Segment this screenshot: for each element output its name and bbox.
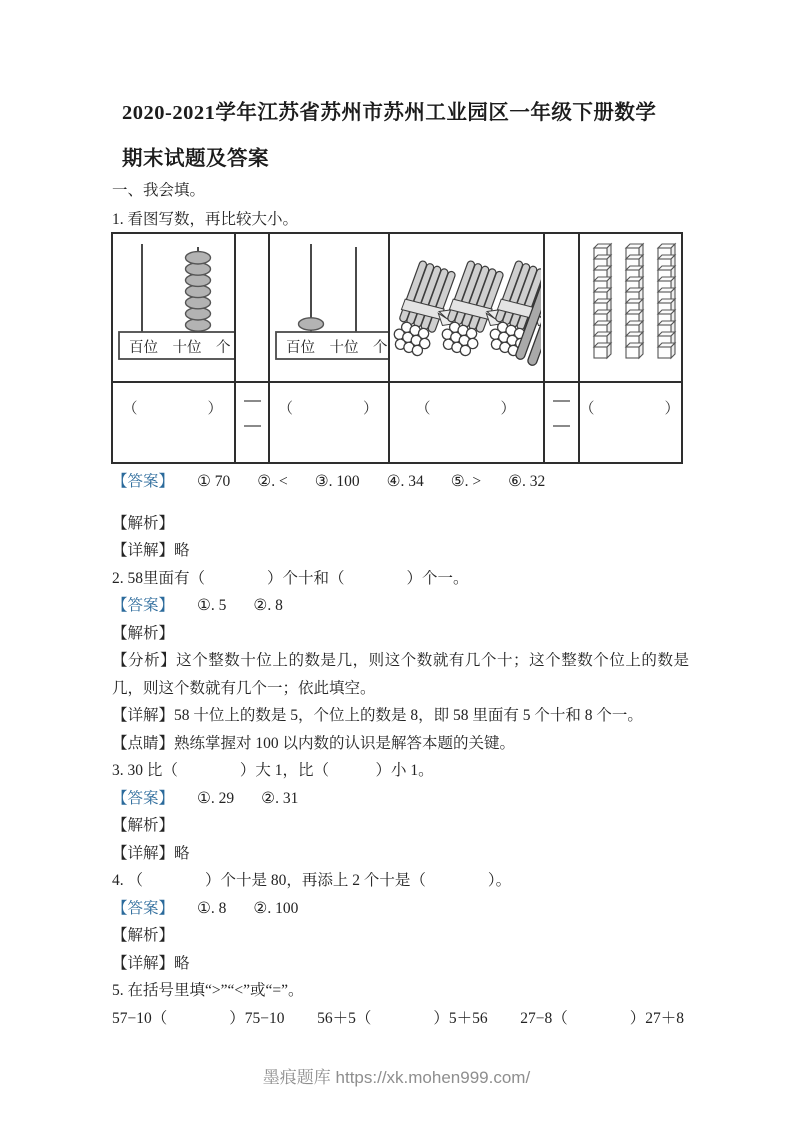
answer-item: ②. 31 (261, 789, 299, 807)
figure-column-abacus-70 (113, 234, 234, 462)
compare-dash (244, 425, 261, 427)
document-title-line2: 期末试题及答案 (122, 148, 269, 170)
compare-blank-1 (236, 383, 268, 462)
answer-blank: （ ） (415, 401, 518, 417)
section-heading: 一、我会填。 (112, 182, 206, 199)
compare-dash (244, 400, 261, 402)
answer-blank: （ ） (122, 401, 225, 417)
compare-dash (553, 425, 570, 427)
figure-column-sticks (388, 234, 543, 462)
q2-note: 【点睛】熟练掌握对 100 以内数的认识是解答本题的关键。 (112, 734, 516, 752)
q5-expression-line (112, 1005, 684, 1033)
answer-item: ①. 8 (197, 899, 227, 917)
svg-text:百位 十位 个: 百位 十位 个 (286, 340, 388, 356)
question-1-figure-table (111, 232, 683, 464)
question-2-prompt: 2. 58里面有（ ）个十和（ ）个一。 (112, 569, 469, 587)
compare-blank-2 (545, 383, 578, 462)
answer-item: ⑤. > (450, 473, 482, 490)
q4-analysis-label: 【解析】 (112, 927, 175, 944)
abacus-figure-100 (270, 234, 388, 381)
answer-item: ⑥. 32 (508, 473, 546, 490)
q1-analysis-label: 【解析】 (112, 514, 175, 532)
figure-column-abacus-100 (268, 234, 388, 462)
compare-dash (553, 400, 570, 402)
question-1-prompt: 1. 看图写数，再比较大小。 (112, 211, 299, 228)
answer-label: 【答案】 (112, 597, 175, 614)
question-5-prompt: 5. 在括号里填“>”“<”或“=”。 (112, 982, 304, 999)
q2-analysis-label: 【解析】 (112, 624, 175, 642)
q4-detail: 【详解】略 (112, 954, 190, 972)
answer-item: ① 70 (197, 473, 231, 490)
stick-bundles-figure (390, 234, 543, 381)
expression: 56＋5（ ）5＋56 (317, 1009, 488, 1027)
question-3-prompt: 3. 30 比（ ）大 1，比（ ）小 1。 (112, 762, 434, 779)
footer-watermark: 墨痕题库 https://xk.mohen999.com/ (262, 1068, 531, 1087)
question-4-prompt: 4. （ ）个十是 80，再添上 2 个十是（ ）。 (112, 872, 512, 889)
solutions-flow (112, 468, 689, 1032)
answer-item: ②. < (257, 473, 288, 490)
answer-item: ②. 100 (253, 899, 299, 917)
cube-stacks-figure (580, 234, 681, 381)
svg-text:百位 十位 个: 百位 十位 个 (129, 340, 231, 356)
answer-item: ③. 100 (314, 473, 360, 490)
figure-column-compare-2 (543, 234, 578, 462)
q2-detail: 【详解】58 十位上的数是 5，个位上的数是 8，即 58 里面有 5 个十和 8 个一。 (112, 707, 643, 724)
answer-item: ①. 29 (197, 789, 235, 807)
figure-column-cubes (578, 234, 681, 462)
q1-detail: 【详解】略 (112, 542, 190, 559)
answer-label: 【答案】 (112, 473, 175, 490)
expression: 57−10（ ）75−10 (112, 1009, 285, 1027)
abacus-figure-70 (113, 234, 234, 381)
figure-column-compare-1 (234, 234, 268, 462)
answer-label: 【答案】 (112, 789, 175, 807)
expression: 27−8（ ）27＋8 (520, 1009, 684, 1027)
document-title-line1: 2020-2021学年江苏省苏州市苏州工业园区一年级下册数学 (122, 102, 657, 124)
q3-detail: 【详解】略 (112, 844, 190, 862)
answer-item: ②. 8 (253, 597, 283, 614)
q4-answer-line (112, 895, 689, 923)
q3-answer-line (112, 785, 689, 813)
q2-analysis: 【分析】这个整数十位上的数是几，则这个数就有几个十；这个整数个位上的数是几，则这个数就有几个一；依此填空。 (112, 652, 689, 697)
answer-label: 【答案】 (112, 899, 175, 917)
answer-item: ①. 5 (197, 597, 227, 614)
q1-answer-line (112, 468, 689, 496)
answer-blank: （ ） (579, 401, 682, 417)
answer-item: ④. 34 (386, 473, 424, 490)
answer-blank: （ ） (277, 401, 380, 417)
q3-analysis-label: 【解析】 (112, 817, 175, 834)
q2-answer-line (112, 592, 689, 620)
